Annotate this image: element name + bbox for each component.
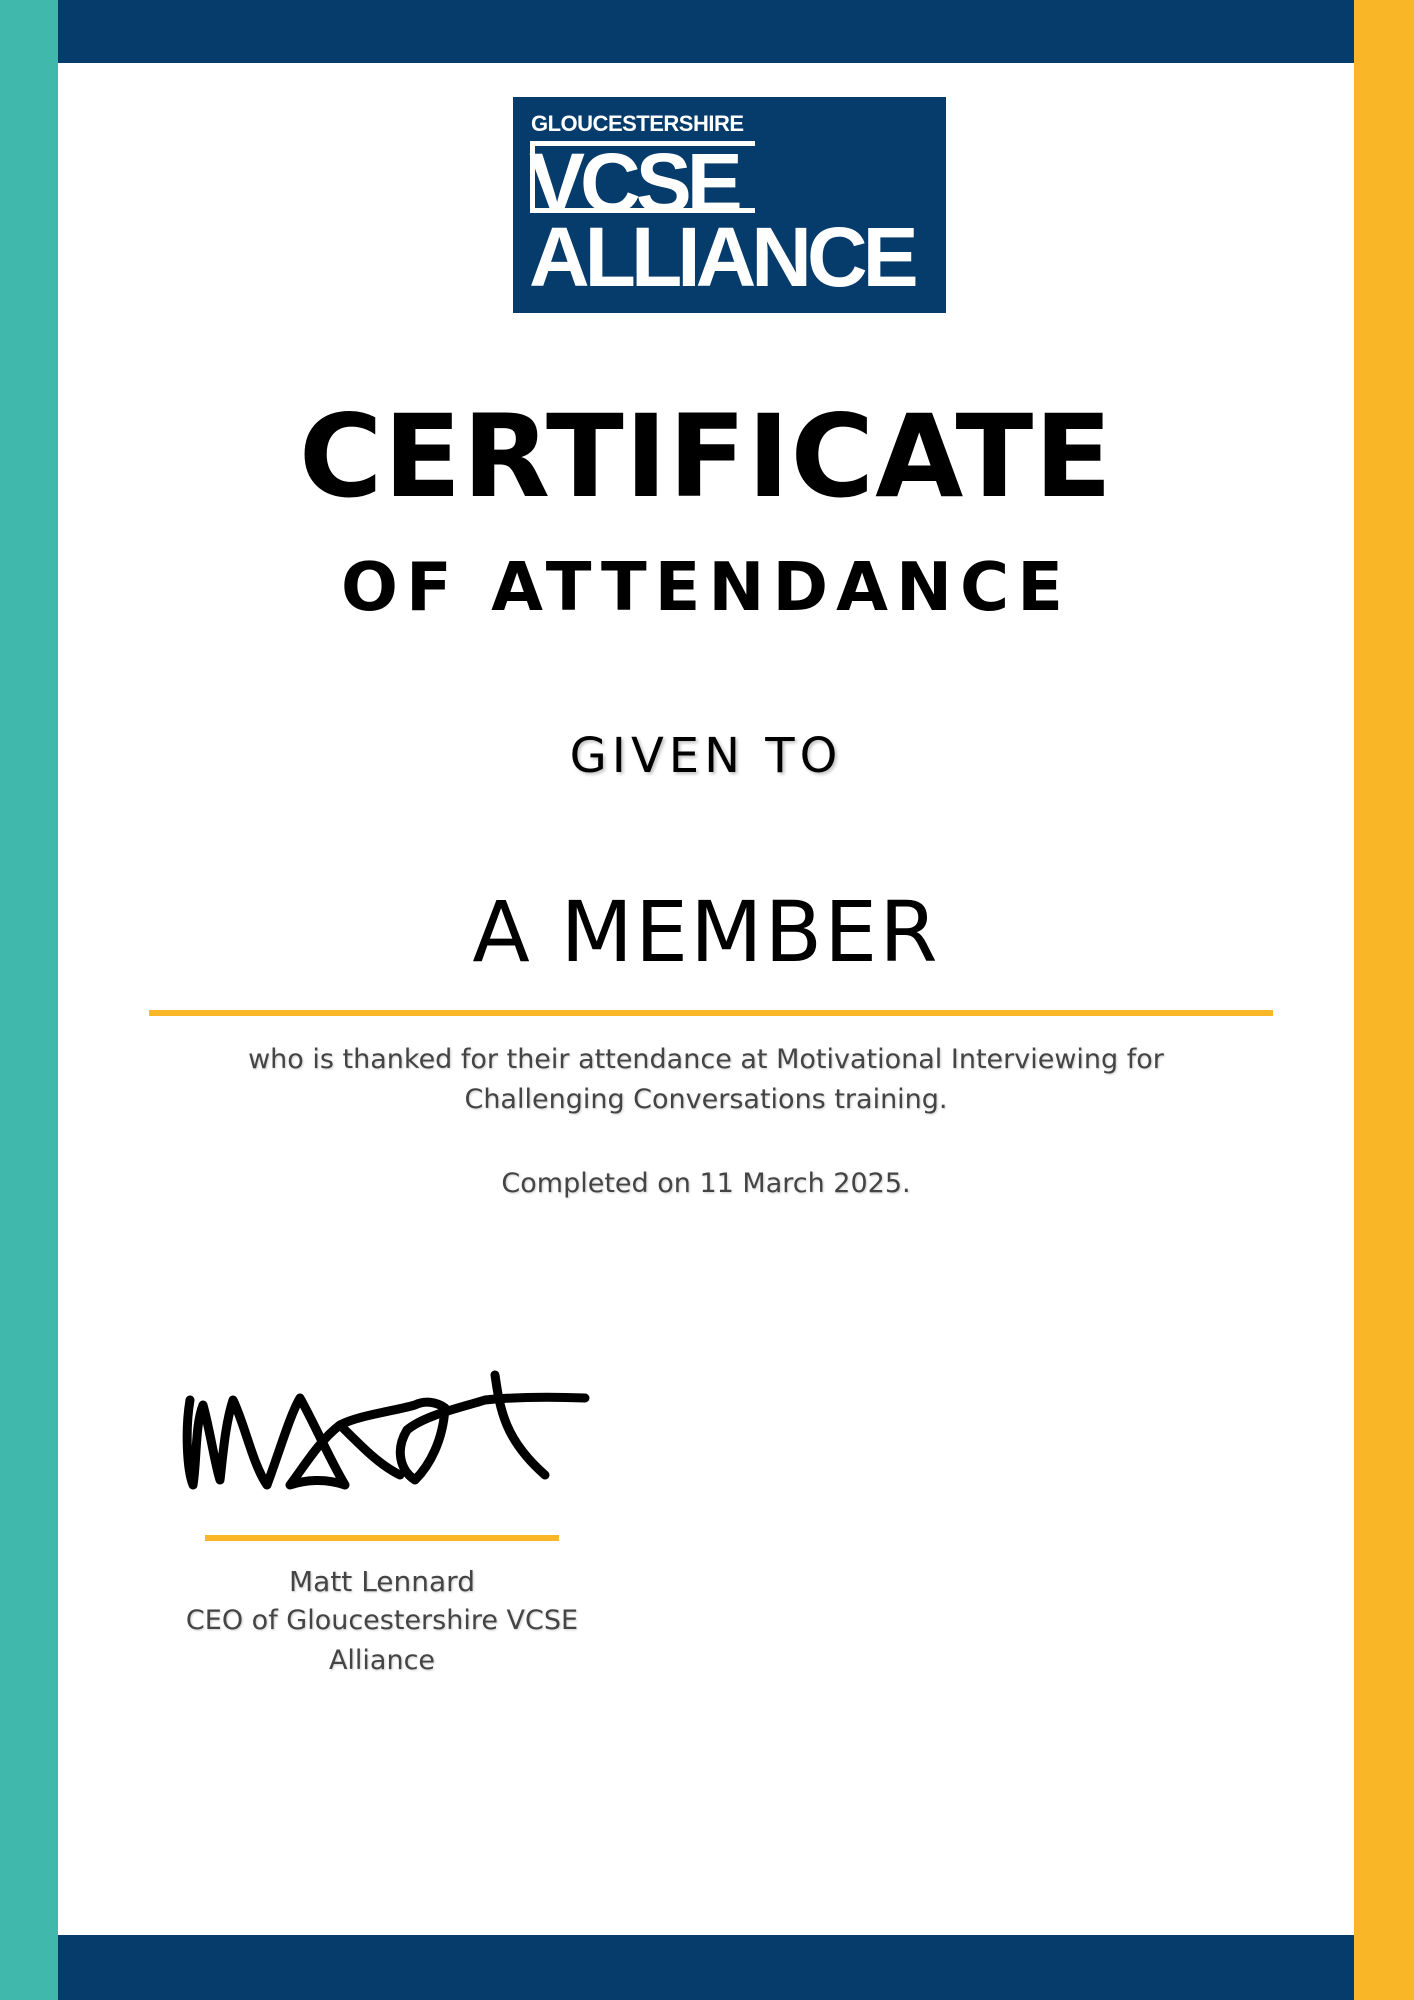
certificate-title: CERTIFICATE bbox=[298, 390, 1114, 523]
bottom-navy-border bbox=[58, 1935, 1354, 2000]
vcse-alliance-logo bbox=[513, 97, 946, 313]
signature-rule bbox=[205, 1535, 559, 1541]
left-teal-border bbox=[0, 0, 58, 2000]
signature-image bbox=[175, 1370, 595, 1510]
top-navy-border bbox=[58, 0, 1354, 63]
given-to-label: GIVEN TO bbox=[569, 728, 843, 784]
recipient-name: A MEMBER bbox=[472, 883, 940, 981]
logo-line-gloucestershire: GLOUCESTERSHIRE bbox=[531, 111, 744, 136]
signatory-title: CEO of Gloucestershire VCSE Alliance bbox=[185, 1605, 579, 1676]
signatory-name: Matt Lennard bbox=[289, 1565, 475, 1598]
recipient-underline bbox=[149, 1010, 1273, 1016]
right-gold-border bbox=[1354, 0, 1414, 2000]
completion-date: Completed on 11 March 2025. bbox=[501, 1168, 911, 1199]
attendance-description: who is thanked for their attendance at Motivational Interviewing for Challenging Conversations training. bbox=[248, 1044, 1164, 1115]
logo-line-vcse: VCSE bbox=[529, 136, 738, 230]
logo-line-alliance: ALLIANCE bbox=[529, 210, 914, 304]
certificate-subtitle: OF ATTENDANCE bbox=[341, 548, 1071, 626]
